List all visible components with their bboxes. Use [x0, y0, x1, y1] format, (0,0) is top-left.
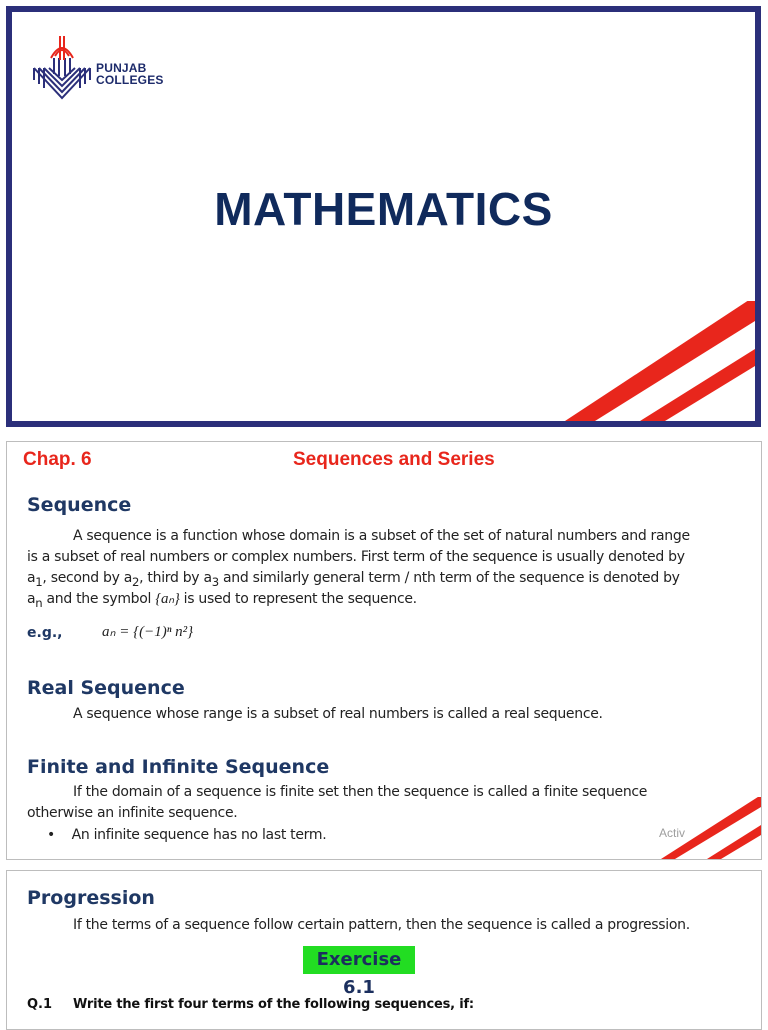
red-stripes-decoration-small [661, 797, 761, 859]
finite-line-2: otherwise an infinite sequence. [27, 805, 238, 821]
heading-progression: Progression [27, 887, 155, 909]
activate-watermark: Activ [659, 826, 686, 840]
question-number: Q.1 [27, 997, 53, 1012]
bullet-text: An infinite sequence has no last term. [71, 827, 327, 843]
logo-line-colleges: COLLEGES [96, 73, 164, 87]
sequence-line-1: A sequence is a function whose domain is a subset of the set of natural numbers and range [73, 528, 690, 544]
heading-sequence: Sequence [27, 494, 132, 516]
chapter-number: Chap. 6 [23, 449, 92, 470]
sequence-symbol: {aₙ} [155, 591, 180, 607]
red-stripes-decoration [555, 301, 755, 421]
title-slide [6, 6, 761, 427]
question-text: Write the first four terms of the following sequences, if: [73, 997, 474, 1012]
progression-text: If the terms of a sequence follow certain pattern, then the sequence is called a progression. [73, 917, 690, 933]
sequence-line-2: is a subset of real numbers or complex numbers. First term of the sequence is usually denoted by [27, 549, 685, 565]
sequences-slide [6, 441, 762, 860]
chapter-title: Sequences and Series [293, 449, 495, 470]
logo-text [96, 62, 164, 86]
finite-line-1: If the domain of a sequence is finite set then the sequence is called a finite sequence [73, 784, 648, 800]
bullet-item [47, 827, 326, 843]
sequence-line-4: $a_n$ and the symbol {aₙ} is used to represent the sequence. [27, 591, 417, 610]
heading-finite-infinite: Finite and Infinite Sequence [27, 756, 330, 778]
bullet-dot-icon: • [47, 827, 72, 843]
slide-title: MATHEMATICS [214, 183, 553, 235]
logo-line-punjab: PUNJAB [96, 61, 147, 75]
example-label: e.g., [27, 625, 63, 641]
real-sequence-text: A sequence whose range is a subset of real numbers is called a real sequence. [73, 706, 603, 722]
heading-real-sequence: Real Sequence [27, 677, 185, 699]
example-formula: aₙ = {(−1)ⁿ n²} [102, 624, 194, 640]
exercise-label: Exercise 6.1 [303, 946, 415, 974]
progression-slide [6, 870, 762, 1030]
sequence-line-3: $a_1$, second by $a_2$, third by $a_3$ and similarly general term / nth term of the sequence is denoted by [27, 570, 680, 589]
